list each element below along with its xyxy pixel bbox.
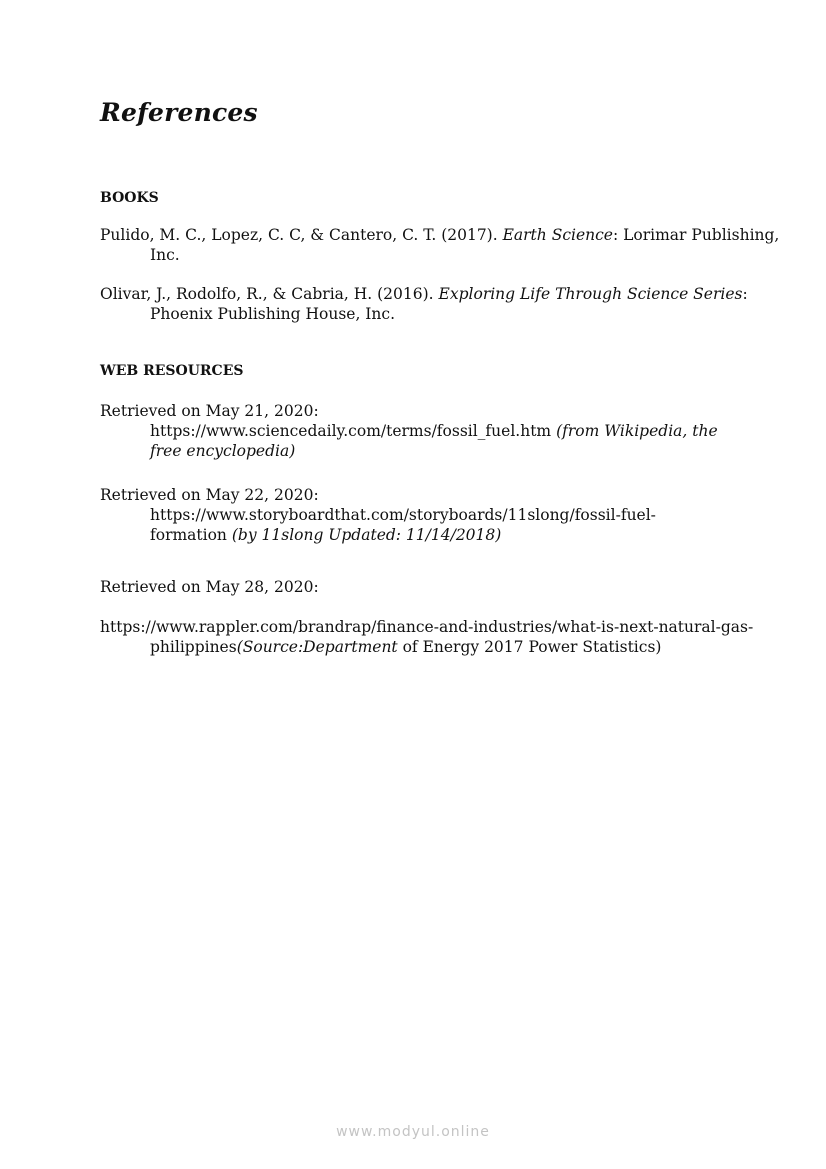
web-reference-2	[100, 485, 730, 545]
reference-publisher: : Phoenix Publishing House, Inc.	[150, 285, 748, 323]
reference-note-source: (Source:Department	[236, 638, 398, 656]
website-watermark: www.modyul.online	[336, 1124, 490, 1140]
page-title: References	[100, 98, 258, 127]
reference-authors: Pulido, M. C., Lopez, C. C, & Cantero, C. T. (2017).	[100, 226, 503, 244]
book-reference-1	[100, 225, 780, 265]
reference-url[interactable]: https://www.storyboardthat.com/storyboards/11slong/fossil-fuel-formation	[150, 506, 656, 544]
book-reference-2	[100, 284, 780, 324]
reference-title: Exploring Life Through Science Series	[438, 285, 743, 303]
books-heading: BOOKS	[100, 190, 159, 206]
reference-url[interactable]: https://www.sciencedaily.com/terms/fossil_fuel.htm	[150, 422, 552, 440]
reference-note: (by 11slong Updated: 11/14/2018)	[231, 526, 502, 544]
reference-note: (from Wikipedia, the free encyclopedia)	[150, 422, 718, 460]
web-reference-3	[100, 617, 780, 657]
retrieved-date: Retrieved on May 21, 2020:	[100, 402, 319, 420]
retrieved-date: Retrieved on May 22, 2020:	[100, 486, 319, 504]
web-reference-1	[100, 401, 730, 461]
reference-url[interactable]: https://www.rappler.com/brandrap/finance-and-industries/what-is-next-natural-gas-philippines	[100, 618, 754, 656]
reference-title: Earth Science	[502, 226, 613, 244]
reference-authors: Olivar, J., Rodolfo, R., & Cabria, H. (2016).	[100, 285, 439, 303]
reference-note-rest: of Energy 2017 Power Statistics)	[397, 638, 662, 656]
reference-publisher: : Lorimar Publishing, Inc.	[150, 226, 780, 264]
retrieved-date-3: Retrieved on May 28, 2020:	[100, 578, 319, 596]
web-resources-heading: WEB RESOURCES	[100, 363, 244, 379]
